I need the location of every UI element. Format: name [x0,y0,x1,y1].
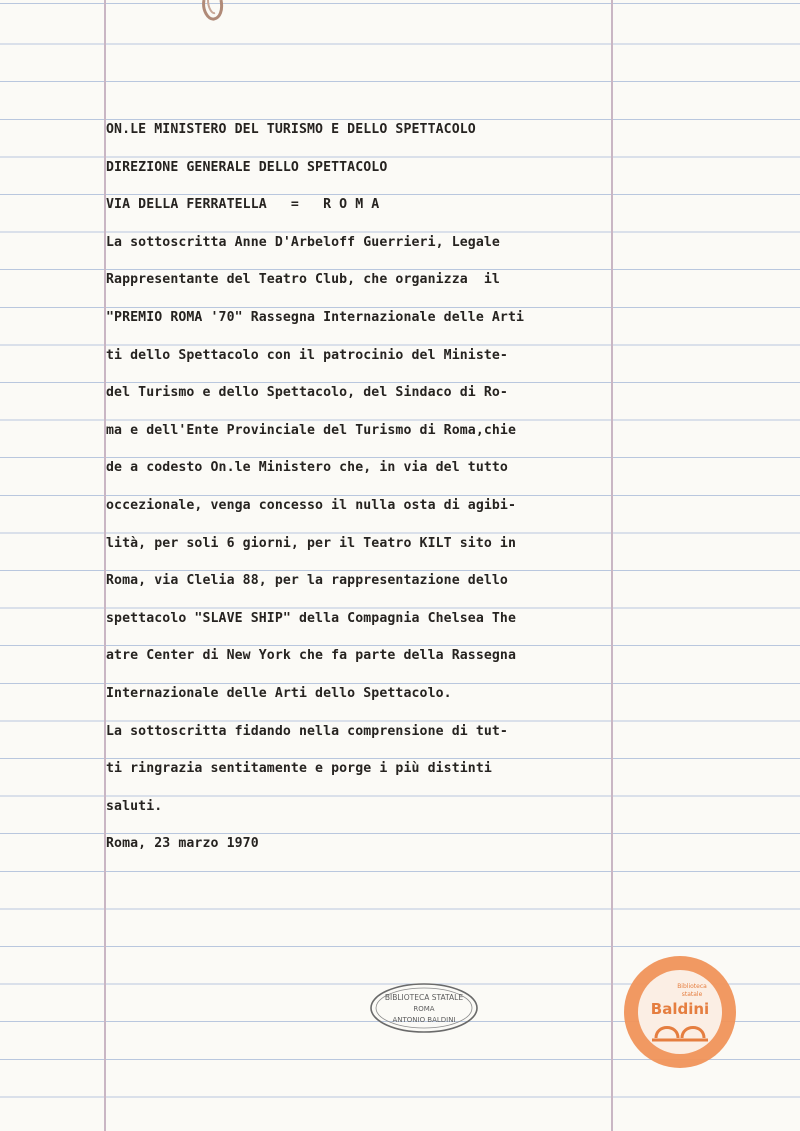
letter-line: spettacolo "SLAVE SHIP" della Compagnia Chelsea The [106,610,517,626]
library-stamp [369,982,479,1034]
letter-line: lità, per soli 6 giorni, per il Teatro KILT sito in [106,535,517,551]
letter-line: Roma, via Clelia 88, per la rappresentazione dello [106,573,508,589]
letter-line-recipient-3: VIA DELLA FERRATELLA = R O M A [106,197,380,213]
logo-name: Baldini [650,1000,710,1018]
letter-line-recipient-1: ON.LE MINISTERO DEL TURISMO E DELLO SPETTACOLO [106,122,476,137]
stamp-line-3: ANTONIO BALDINI [392,1016,456,1024]
letter-line: ti dello Spettacolo con il patrocinio del Ministe- [106,347,508,363]
letter-line: La sottoscritta Anne D'Arbeloff Guerrieri, Legale [106,234,500,250]
letter-line: Rappresentante del Teatro Club, che organizza il [106,272,500,288]
paper-clip-mark-icon [200,0,226,22]
logo-small-text-1: Biblioteca [677,983,707,990]
letter-line: occezionale, venga concesso il nulla osta di agibi- [106,497,517,513]
letter-line: saluti. [106,798,163,814]
letter-line: "PREMIO ROMA '70" Rassegna Internazionale delle Arti [106,309,525,325]
letter-line: del Turismo e dello Spettacolo, del Sindaco di Ro- [106,385,508,401]
letter-body [106,116,626,868]
logo-small-text-2: statale [681,991,703,998]
letter-line: ma e dell'Ente Provinciale del Turismo di Roma,chie [106,422,517,438]
stamp-line-2: ROMA [413,1005,435,1013]
stamp-line-1: BIBLIOTECA STATALE [384,993,464,1002]
letter-line: ti ringrazia sentitamente e porge i più distinti [106,761,492,777]
letter-date: Roma, 23 marzo 1970 [106,836,259,852]
letter-line: de a codesto On.le Ministero che, in via del tutto [106,460,508,476]
letter-line-recipient-2: DIREZIONE GENERALE DELLO SPETTACOLO [106,159,388,175]
letter-line: Internazionale delle Arti dello Spettacolo. [106,685,452,701]
letter-line: atre Center di New York che fa parte della Rassegna [106,648,517,664]
baldini-library-logo [620,952,740,1072]
letter-line: La sottoscritta fidando nella comprensione di tut- [106,723,508,739]
